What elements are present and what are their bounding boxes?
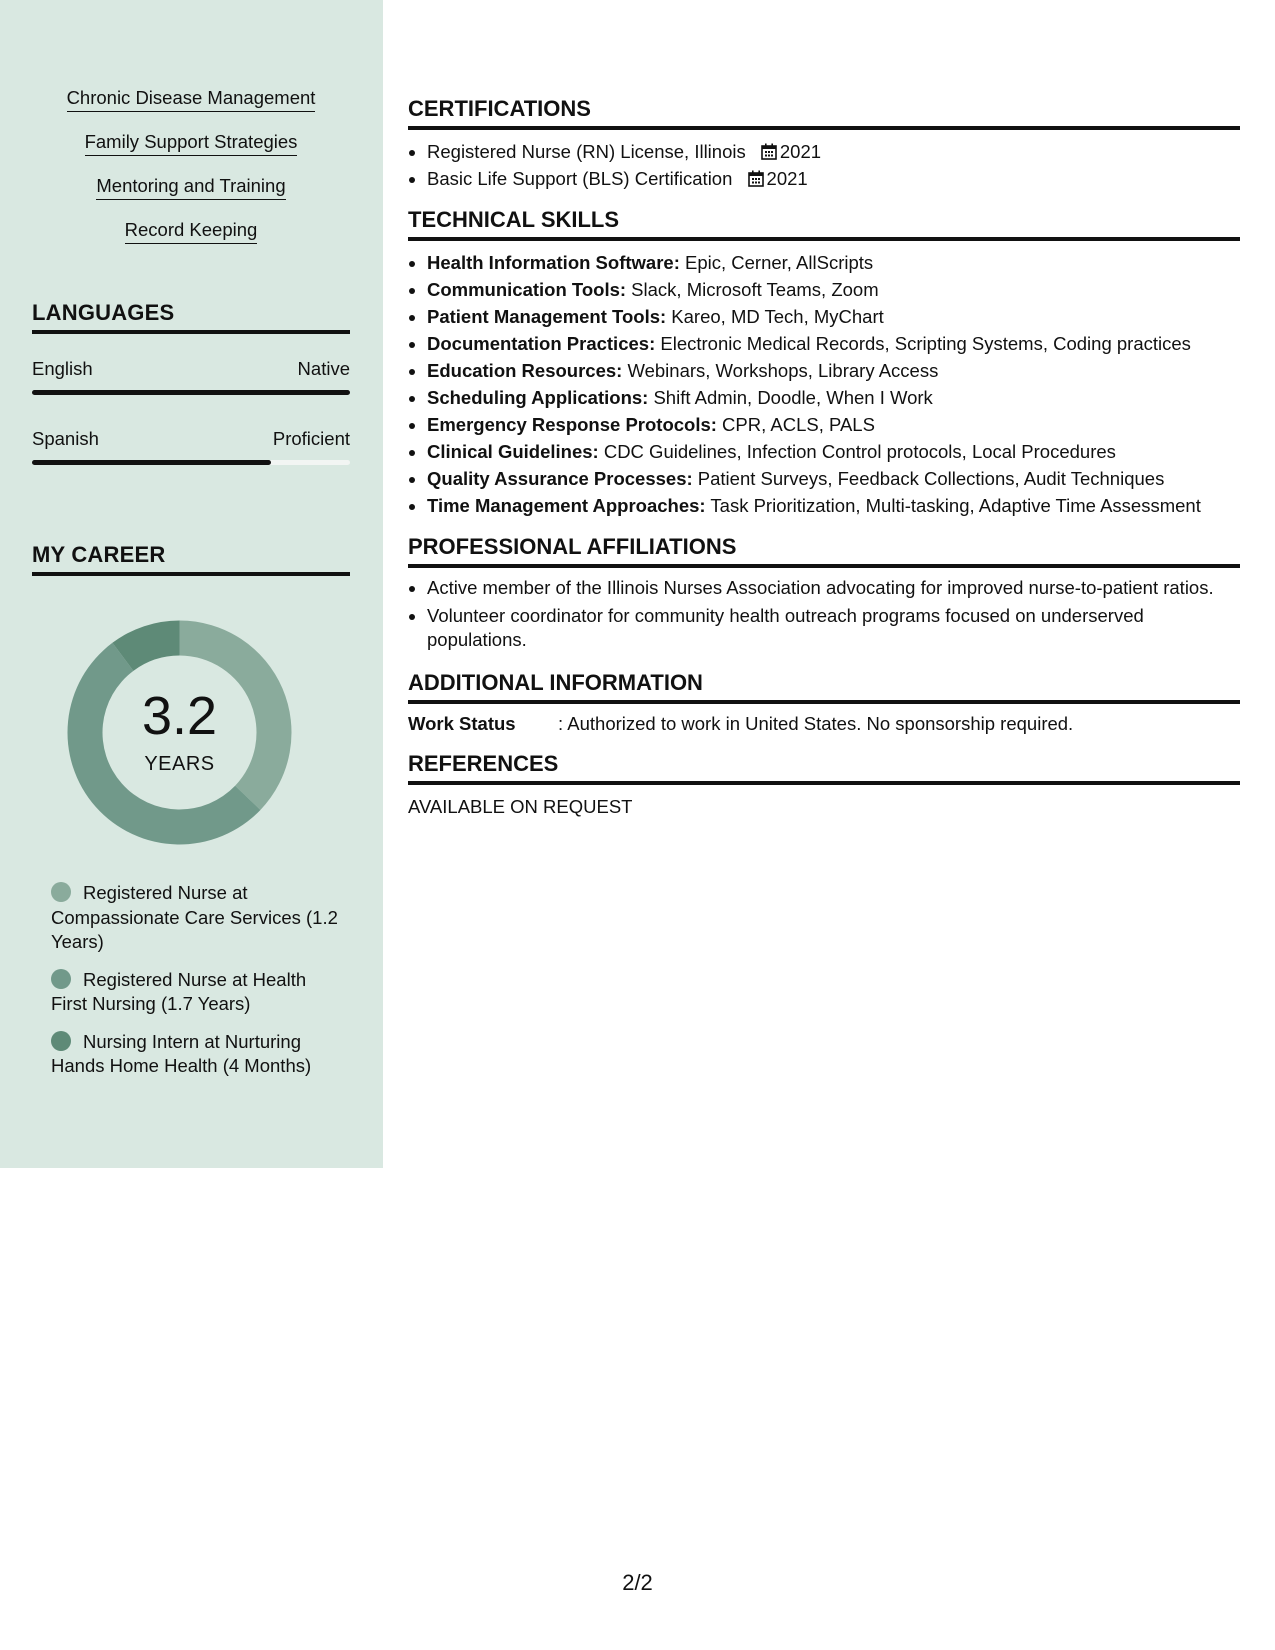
skill-label: Quality Assurance Processes: xyxy=(427,468,693,489)
language-bar-fill xyxy=(32,390,350,395)
language-name: English xyxy=(32,358,93,379)
career-total-years: 3.2 xyxy=(141,686,218,746)
language-english xyxy=(32,357,350,395)
work-status-value: : Authorized to work in United States. No sponsorship required. xyxy=(558,713,1074,734)
additional-info-section xyxy=(408,669,1240,736)
language-bar-fill xyxy=(32,460,271,465)
skill-value: Webinars, Workshops, Library Access xyxy=(622,360,939,381)
skill-item xyxy=(427,303,1240,330)
certification-year: 2021 xyxy=(766,168,808,189)
references-section xyxy=(408,750,1240,819)
skill-item xyxy=(427,411,1240,438)
skill-link[interactable]: Mentoring and Training xyxy=(96,174,285,200)
legend-dot xyxy=(51,969,71,989)
languages-heading: LANGUAGES xyxy=(32,300,350,334)
skill-item xyxy=(427,492,1240,519)
career-item-text: Registered Nurse at Health First Nursing (1.7 Years) xyxy=(51,968,307,1014)
language-bar xyxy=(32,390,350,395)
skill-value: Kareo, MD Tech, MyChart xyxy=(666,306,884,327)
skill-label: Emergency Response Protocols: xyxy=(427,414,717,435)
work-status-label: Work Status xyxy=(408,713,516,734)
legend-dot xyxy=(51,1031,71,1051)
skill-item xyxy=(427,465,1240,492)
affiliation-item: • Active member of the Illinois Nurses Association advocating for improved nurse-to-patient ratios. xyxy=(427,576,1240,601)
language-bar xyxy=(32,460,350,465)
skill-link[interactable]: Family Support Strategies xyxy=(85,130,298,156)
certification-item xyxy=(427,165,1240,192)
skill-link[interactable]: Chronic Disease Management xyxy=(67,86,316,112)
affiliations-list xyxy=(408,576,1240,653)
affiliations-heading: PROFESSIONAL AFFILIATIONS xyxy=(408,533,1240,568)
skill-value: Shift Admin, Doodle, When I Work xyxy=(648,387,933,408)
skill-label: Communication Tools: xyxy=(427,279,627,300)
skill-item xyxy=(427,249,1240,276)
skill-label: Documentation Practices: xyxy=(427,333,656,354)
work-status-row xyxy=(408,712,1240,736)
certification-name: Registered Nurse (RN) License, Illinois xyxy=(427,141,746,162)
skill-value: Slack, Microsoft Teams, Zoom xyxy=(626,279,879,300)
skill-item xyxy=(427,330,1240,357)
skill-link[interactable]: Record Keeping xyxy=(125,218,258,244)
skill-item xyxy=(427,384,1240,411)
career-item xyxy=(51,968,341,1017)
affiliation-item: • Volunteer coordinator for community health outreach programs focused on underserved populations. xyxy=(427,604,1240,653)
technical-skills-list xyxy=(408,249,1240,519)
skill-label: Education Resources: xyxy=(427,360,623,381)
skill-label: Time Management Approaches: xyxy=(427,495,706,516)
certifications-list xyxy=(408,138,1240,192)
technical-skills-heading: TECHNICAL SKILLS xyxy=(408,206,1240,241)
skill-item xyxy=(427,276,1240,303)
language-level: Proficient xyxy=(272,428,350,449)
references-text: AVAILABLE ON REQUEST xyxy=(408,796,633,817)
skill-value: CPR, ACLS, PALS xyxy=(716,414,875,435)
skill-label: Scheduling Applications: xyxy=(427,387,649,408)
technical-skills-section xyxy=(408,206,1240,519)
skill-links xyxy=(32,86,350,262)
references-heading: REFERENCES xyxy=(408,750,1240,785)
legend-dot xyxy=(51,882,71,902)
calendar-icon xyxy=(761,143,777,160)
career-item xyxy=(51,881,341,955)
skill-value: Electronic Medical Records, Scripting Systems, Coding practices xyxy=(655,333,1191,354)
skill-value: CDC Guidelines, Infection Control protocols, Local Procedures xyxy=(598,441,1116,462)
career-item xyxy=(51,1030,341,1079)
certification-item xyxy=(427,138,1240,165)
skill-value: Patient Surveys, Feedback Collections, Audit Techniques xyxy=(692,468,1165,489)
calendar-icon xyxy=(748,170,764,187)
certification-name: Basic Life Support (BLS) Certification xyxy=(427,168,733,189)
certifications-section xyxy=(408,95,1240,192)
career-item-text: Nursing Intern at Nurturing Hands Home Health (4 Months) xyxy=(51,1030,312,1076)
career-donut-chart xyxy=(67,620,292,845)
skill-label: Health Information Software: xyxy=(427,252,680,273)
skill-value: Task Prioritization, Multi-tasking, Adaptive Time Assessment xyxy=(705,495,1201,516)
additional-info-heading: ADDITIONAL INFORMATION xyxy=(408,669,1240,704)
certification-year: 2021 xyxy=(779,141,822,162)
affiliations-section xyxy=(408,533,1240,653)
career-total-unit: YEARS xyxy=(144,753,215,775)
career-heading: MY CAREER xyxy=(32,542,350,576)
skill-value: Epic, Cerner, AllScripts xyxy=(679,252,874,273)
skill-item xyxy=(427,438,1240,465)
language-name: Spanish xyxy=(32,428,99,449)
certifications-heading: CERTIFICATIONS xyxy=(408,95,1240,130)
career-item-text: Registered Nurse at Compassionate Care Services (1.2 Years) xyxy=(51,882,338,952)
skill-label: Clinical Guidelines: xyxy=(427,441,599,462)
language-level: Native xyxy=(297,358,350,379)
skill-label: Patient Management Tools: xyxy=(427,306,667,327)
sidebar xyxy=(0,0,383,1168)
career-legend xyxy=(51,881,341,1092)
page-number: 2/2 xyxy=(622,1570,653,1595)
language-spanish xyxy=(32,427,350,465)
skill-item xyxy=(427,357,1240,384)
